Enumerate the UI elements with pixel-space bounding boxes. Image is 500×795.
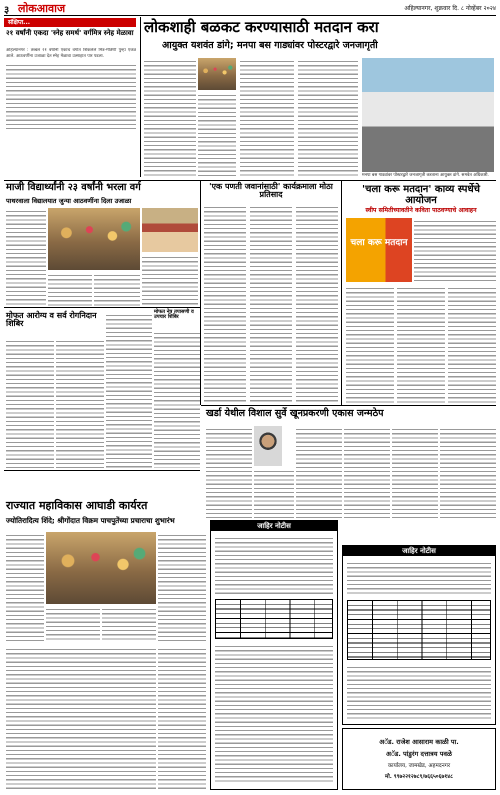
majivid-col-3 xyxy=(94,272,140,306)
lead-col-3 xyxy=(240,58,294,178)
arogya-col-2 xyxy=(56,338,104,468)
majivid-headline: माजी विद्यार्थ्यांनी २३ वर्षांनी भरला वर्ग xyxy=(6,182,141,193)
arogya-headline: मोफत आरोग्य व सर्व रोगनिदान शिबिर xyxy=(6,311,97,329)
notice-2-body-2 xyxy=(215,643,333,783)
majivid-col-1 xyxy=(6,208,46,306)
netra-body xyxy=(154,330,200,468)
brief-headline: २१ वर्षांनी एकदा 'स्नेह समर्थ' वर्गमित्र स्नेह मेळावा xyxy=(6,29,134,37)
lead-col-4 xyxy=(298,58,358,178)
majivid-subhead: पाथरवाला विद्यालयात जुन्या आठवणींना दिला उजाळा xyxy=(6,197,132,205)
notice-1-table xyxy=(347,600,491,660)
section-rule xyxy=(4,307,200,308)
advocate-phone: मो. ९९७२२१२७८९/७६६५०६७१४८ xyxy=(385,774,453,780)
majivid-photo-2 xyxy=(142,208,198,252)
majivid-col-4 xyxy=(142,254,198,306)
notice-1 xyxy=(342,545,496,725)
bottom-left-text-2 xyxy=(158,646,206,791)
brief-body xyxy=(6,62,136,130)
chala-col-1 xyxy=(346,285,394,403)
mahavikas-headline: राज्यात महाविकास आघाडी कार्यरत xyxy=(6,499,148,512)
notice-2-table xyxy=(215,599,333,639)
lead-headline: लोकशाही बळकट करण्यासाठी मतदान करा xyxy=(144,18,379,36)
chala-col-3 xyxy=(448,285,496,403)
lead-photo xyxy=(362,58,494,172)
mahavikas-subhead: ज्योतिरादित्य शिंदे; श्रीगोंदात विक्रम पाचपुतेंच्या प्रचाराचा शुभारंभ xyxy=(6,516,175,525)
chala-headline: 'चला करू मतदान' काव्य स्पर्धेचे आयोजन xyxy=(362,184,480,206)
chala-col-2 xyxy=(397,285,445,403)
notice-2-title: जाहिर नोटीस xyxy=(211,521,337,531)
column-rule xyxy=(341,181,342,405)
kharda-headline: खर्डा येथील विशाल सुर्वे खूनप्रकरणी एकास जन्मठेप xyxy=(206,408,384,419)
advocate-line-3: कार्यालय, जामखेड, अहमदनगर xyxy=(387,763,451,769)
kharda-col-4 xyxy=(344,426,390,518)
section-rule xyxy=(4,470,200,471)
chala-col-right xyxy=(414,218,496,282)
column-rule xyxy=(200,181,201,405)
bottom-left-text xyxy=(6,646,156,791)
arogya-col-3 xyxy=(106,312,152,468)
kharda-col-6 xyxy=(440,426,496,518)
ekpanati-col-1 xyxy=(204,204,246,404)
chala-subhead: स्वीप समितीच्यावतीने कविता पाठवण्याचे आवाहन xyxy=(365,207,477,214)
paper-name: लोकआवाज xyxy=(18,2,66,15)
arogya-col-1 xyxy=(6,338,54,468)
chala-banner-text: चला करू मतदान xyxy=(350,238,408,248)
advocate-line-1: अॅड. राजेश आसाराम काळी पा. xyxy=(379,738,459,746)
ekpanati-col-2 xyxy=(250,204,292,404)
brief-intro: अहिल्यानगर : तब्बल २१ वर्षांनी एकाच वर्गात शिकलेले मित्र-मैत्रिणी पुन्हा एकत्र आले. आठवणींना उजाळा देत स्नेह मेळावा उत्साहात पार पडला. xyxy=(6,48,136,60)
section-rule xyxy=(201,405,496,406)
lead-subhead: आयुक्त यशवंत डांगे; मनपा बस गाड्यांवर पोस्टरद्वारे जनजागृती xyxy=(162,40,378,51)
advocate-box xyxy=(342,728,496,790)
notice-1-body xyxy=(347,560,491,596)
lead-inset-photo xyxy=(198,58,236,90)
dateline: अहिल्यानगर, शुक्रवार दि. ८ नोव्हेंबर २०२४ xyxy=(404,5,496,12)
chala-banner xyxy=(346,218,412,282)
notice-2 xyxy=(210,520,338,790)
majivid-col-2 xyxy=(48,272,92,306)
ekpanati-col-3 xyxy=(296,204,338,404)
notice-1-body-2 xyxy=(347,664,491,720)
column-rule xyxy=(140,17,141,177)
notice-2-body xyxy=(215,535,333,595)
kharda-col-3 xyxy=(296,426,342,518)
mahavikas-col-3 xyxy=(102,606,156,642)
majivid-photo xyxy=(48,208,140,270)
netra-headline: मोफत नेत्र तपासणी व उपचार शिबिर xyxy=(154,309,194,321)
notice-1-title: जाहिर नोटीस xyxy=(343,546,495,556)
lead-col-1 xyxy=(144,58,196,178)
masthead xyxy=(4,2,496,16)
lead-photo-caption: मनपा बस गाड्यांवर पोस्टरद्वारे जनजागृती करताना आयुक्त डांगे. समवेत अधिकारी. xyxy=(362,173,489,178)
section-rule xyxy=(4,180,496,181)
section-label: संक्षिप्त... xyxy=(4,18,136,27)
kharda-col-5 xyxy=(392,426,438,518)
mahavikas-col-4 xyxy=(158,532,206,642)
mahavikas-photo xyxy=(46,532,156,604)
kharda-portrait xyxy=(254,426,282,466)
page-number: ३ xyxy=(4,5,10,16)
mahavikas-col-2 xyxy=(46,606,100,642)
advocate-line-2: अॅड. पांडुरंग दत्तात्रय पवळे xyxy=(386,750,452,758)
ekpanati-headline: 'एक पणती जवानांसाठी' कार्यक्रमाला मोठा प्रतिसाद xyxy=(209,182,333,200)
lead-col-2 xyxy=(198,92,236,178)
mahavikas-col-1 xyxy=(6,532,44,642)
